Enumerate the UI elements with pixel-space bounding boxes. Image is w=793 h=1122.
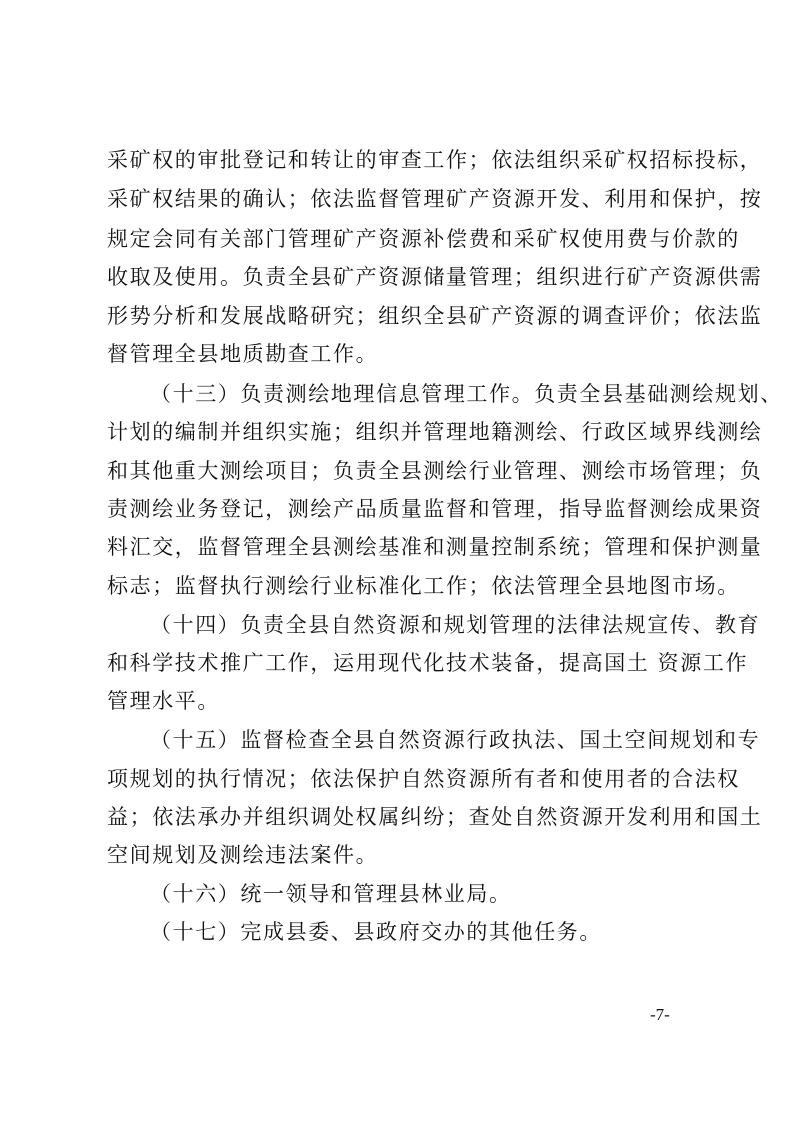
- text-line: 责测绘业务登记，测绘产品质量监督和管理，指导监督测绘成果资: [107, 497, 763, 521]
- text-line: 计划的编制并组织实施；组织并管理地籍测绘、行政区域界线测绘: [107, 420, 763, 444]
- page-number: -7-: [650, 1005, 670, 1024]
- paragraph-14-heading: （十四）负责全县自然资源和规划管理的法律法规宣传、教育: [150, 613, 761, 637]
- text-line: 和其他重大测绘项目；负责全县测绘行业管理、测绘市场管理；负: [107, 459, 763, 483]
- text-line: 标志；监督执行测绘行业标准化工作；依法管理全县地图市场。: [107, 574, 740, 598]
- text-line: 形势分析和发展战略研究；组织全县矿产资源的调查评价；依法监: [107, 304, 763, 328]
- text-line: 项规划的执行情况；依法保护自然资源所有者和使用者的合法权: [107, 767, 740, 791]
- text-line: 料汇交，监督管理全县测绘基准和测量控制系统；管理和保护测量: [107, 535, 763, 559]
- text-line: 收取及使用。负责全县矿产资源储量管理；组织进行矿产资源供需: [107, 265, 763, 289]
- text-line: 空间规划及测绘违法案件。: [107, 843, 379, 867]
- text-line: 采矿权结果的确认；依法监督管理矿产资源开发、利用和保护，按: [107, 187, 763, 211]
- paragraph-13-heading: （十三）负责测绘地理信息管理工作。负责全县基础测绘规划、: [150, 382, 783, 406]
- text-line: 和科学技术推广工作，运用现代化技术装备，提高国土 资源工作: [107, 651, 749, 675]
- paragraph-17-heading: （十七）完成县委、县政府交办的其他任务。: [150, 920, 602, 944]
- text-line: 益；依法承办并组织调处权属纠纷；查处自然资源开发利用和国土: [107, 805, 763, 829]
- text-line: 采矿权的审批登记和转让的审查工作；依法组织采矿权招标投标，: [107, 148, 763, 172]
- paragraph-15-heading: （十五）监督检查全县自然资源行政执法、国土空间规划和专: [150, 728, 761, 752]
- text-line: 督管理全县地质勘查工作。: [107, 342, 379, 366]
- paragraph-16-heading: （十六）统一领导和管理县林业局。: [150, 882, 512, 906]
- text-line: 规定会同有关部门管理矿产资源补偿费和采矿权使用费与价款的: [107, 227, 740, 251]
- text-line: 管理水平。: [107, 689, 220, 713]
